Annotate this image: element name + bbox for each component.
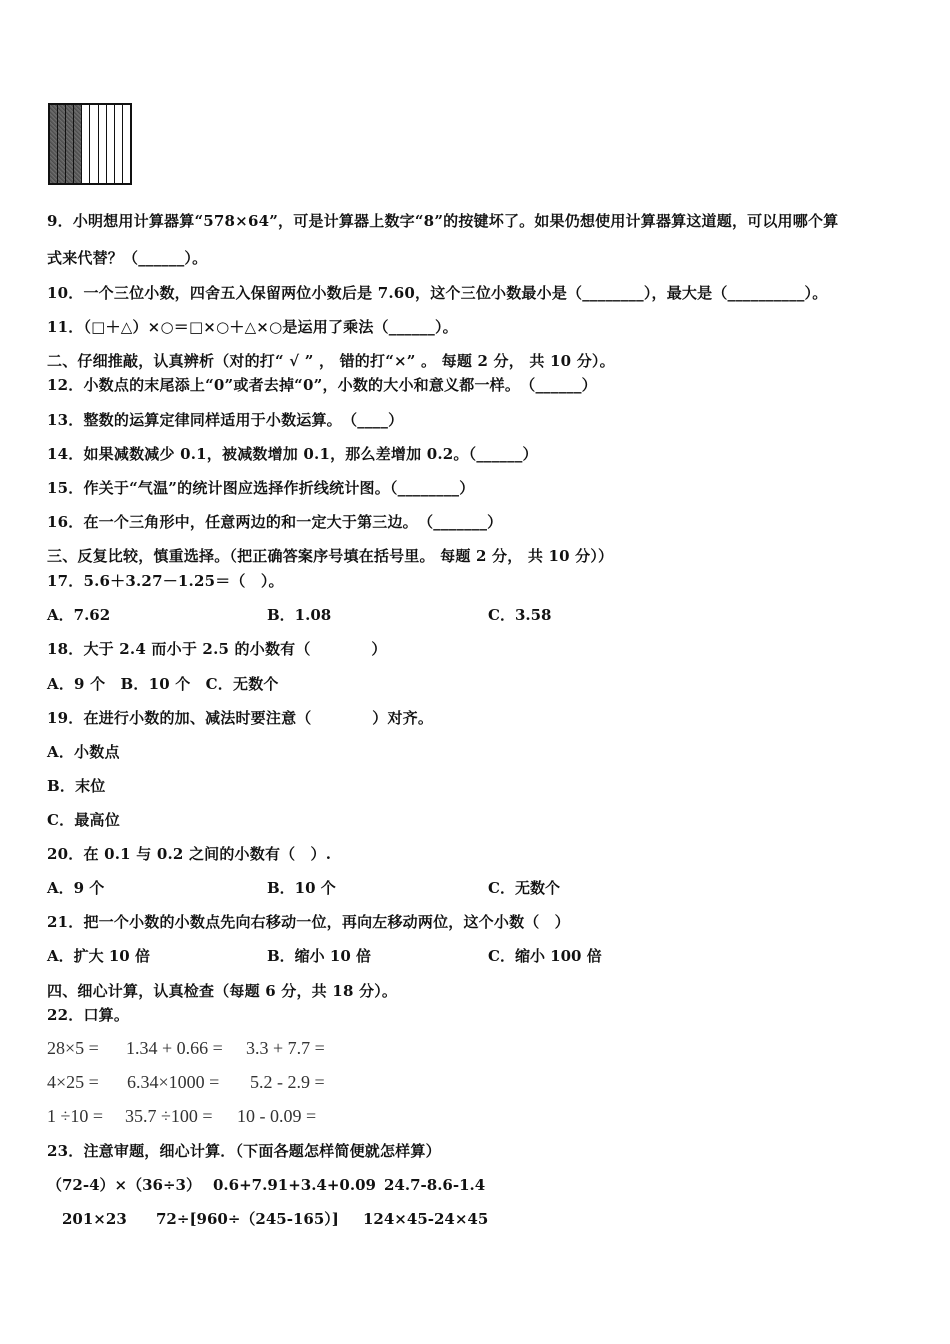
question-20-stem: 20．在 0.1 与 0.2 之间的小数有（ ）. bbox=[47, 845, 332, 863]
question-21-stem: 21．把一个小数的小数点先向右移动一位，再向左移动两位，这个小数（ ） bbox=[47, 913, 570, 931]
calc-expr-r1c2: 0.6+7.91+3.4+0.09 bbox=[213, 1176, 376, 1194]
section-2-heading: 二、仔细推敲，认真辨析（对的打“ √ ” ， 错的打“×” 。 每题 2 分， 共 10 分）。 bbox=[47, 352, 615, 370]
question-15: 15．作关于“气温”的统计图应选择作折线统计图。（________） bbox=[47, 479, 475, 497]
question-21-option-a: A．扩大 10 倍 bbox=[47, 947, 150, 965]
question-18-options: A．9 个 B．10 个 C．无数个 bbox=[47, 675, 279, 693]
question-21-option-c: C．缩小 100 倍 bbox=[488, 947, 602, 965]
figure-strip-shaded bbox=[74, 105, 82, 183]
figure-strip bbox=[99, 105, 107, 183]
question-17-option-b: B．1.08 bbox=[267, 606, 332, 624]
question-19-option-a: A．小数点 bbox=[47, 743, 120, 761]
question-20-option-a: A．9 个 bbox=[47, 879, 105, 897]
figure-strip bbox=[123, 105, 130, 183]
question-23-stem: 23．注意审题，细心计算．（下面各题怎样简便就怎样算） bbox=[47, 1142, 441, 1160]
question-17-option-a: A．7.62 bbox=[47, 606, 111, 624]
question-20-option-c: C．无数个 bbox=[488, 879, 560, 897]
oral-calc-r1c3: 3.3 + 7.7 = bbox=[246, 1038, 325, 1058]
question-12: 12．小数点的末尾添上“0”或者去掉“0”，小数的大小和意义都一样。 （______） bbox=[47, 376, 597, 394]
question-21-option-b: B．缩小 10 倍 bbox=[267, 947, 371, 965]
question-22-stem: 22．口算。 bbox=[47, 1006, 130, 1024]
calc-expr-r2c1: 201×23 bbox=[62, 1210, 127, 1228]
question-16: 16．在一个三角形中，任意两边的和一定大于第三边。 （_______） bbox=[47, 513, 503, 531]
question-9-line1: 9．小明想用计算器算“578×64”，可是计算器上数字“8”的按键坏了。如果仍想使用计算器算这道题，可以用哪个算 bbox=[47, 212, 839, 230]
question-17-option-c: C．3.58 bbox=[488, 606, 552, 624]
question-10: 10．一个三位小数，四舍五入保留两位小数后是 7.60，这个三位小数最小是（________），最大是（__________）。 bbox=[47, 284, 828, 302]
oral-calc-r3c3: 10 - 0.09 = bbox=[237, 1106, 317, 1126]
figure-strip bbox=[107, 105, 115, 183]
oral-calc-r3c2: 35.7 ÷100 = bbox=[125, 1106, 213, 1126]
question-20-option-b: B．10 个 bbox=[267, 879, 336, 897]
oral-calc-r2c3: 5.2 - 2.9 = bbox=[250, 1072, 325, 1092]
oral-calc-r1c1: 28×5 = bbox=[47, 1038, 99, 1058]
question-19-option-b: B．末位 bbox=[47, 777, 106, 795]
question-17-stem: 17．5.6＋3.27－1.25＝（ ）。 bbox=[47, 572, 284, 590]
question-14: 14．如果减数减少 0.1，被减数增加 0.1，那么差增加 0.2。（______） bbox=[47, 445, 538, 463]
shaded-strip-figure bbox=[48, 103, 132, 185]
question-19-option-c: C．最高位 bbox=[47, 811, 120, 829]
oral-calc-r2c1: 4×25 = bbox=[47, 1072, 99, 1092]
calc-expr-r2c2: 72÷[960÷（245-165）] bbox=[156, 1210, 339, 1228]
question-18-stem: 18．大于 2.4 而小于 2.5 的小数有（ ） bbox=[47, 640, 387, 658]
figure-strip bbox=[115, 105, 123, 183]
oral-calc-r3c1: 1 ÷10 = bbox=[47, 1106, 104, 1126]
figure-strip bbox=[90, 105, 98, 183]
question-9-line2: 式来代替？（______）。 bbox=[47, 249, 208, 267]
oral-calc-r2c2: 6.34×1000 = bbox=[127, 1072, 220, 1092]
calc-expr-r1c1: （72-4）×（36÷3） bbox=[47, 1176, 201, 1194]
question-11: 11．（□＋△）×○＝□×○＋△×○是运用了乘法（______）。 bbox=[47, 318, 458, 336]
figure-strip bbox=[82, 105, 90, 183]
calc-expr-r2c3: 124×45-24×45 bbox=[363, 1210, 489, 1228]
figure-strip-shaded bbox=[50, 105, 58, 183]
section-3-heading: 三、反复比较，慎重选择。（把正确答案序号填在括号里。 每题 2 分， 共 10 分）） bbox=[47, 547, 614, 565]
figure-strip-shaded bbox=[58, 105, 66, 183]
oral-calc-r1c2: 1.34 + 0.66 = bbox=[126, 1038, 223, 1058]
question-19-stem: 19．在进行小数的加、减法时要注意（ ）对齐。 bbox=[47, 709, 434, 727]
question-13: 13．整数的运算定律同样适用于小数运算。 （____） bbox=[47, 411, 404, 429]
calc-expr-r1c3: 24.7-8.6-1.4 bbox=[384, 1176, 486, 1194]
figure-strip-shaded bbox=[66, 105, 74, 183]
section-4-heading: 四、细心计算，认真检查（每题 6 分，共 18 分）。 bbox=[47, 982, 398, 1000]
